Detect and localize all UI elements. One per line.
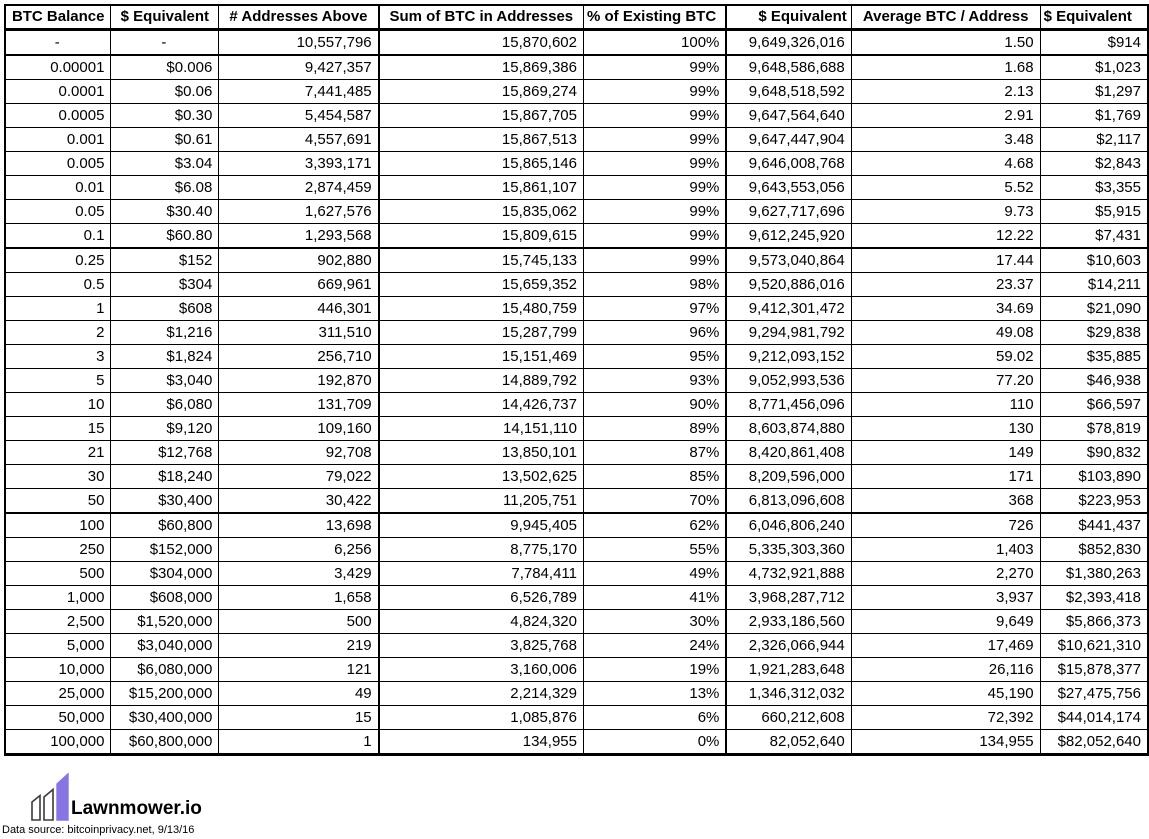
- table-cell: $1,769: [1040, 104, 1148, 128]
- table-cell: 368: [851, 489, 1040, 514]
- table-cell: 49%: [583, 562, 726, 586]
- table-cell: 55%: [583, 538, 726, 562]
- table-cell: 93%: [583, 369, 726, 393]
- table-cell: 11,205,751: [379, 489, 584, 514]
- table-cell: 2: [5, 321, 111, 345]
- table-cell: 82,052,640: [726, 730, 851, 755]
- table-row: [5, 224, 1148, 249]
- table-cell: 92,708: [219, 441, 379, 465]
- table-row: [5, 128, 1148, 152]
- table-cell: 13%: [583, 682, 726, 706]
- table-cell: 0.25: [5, 248, 111, 273]
- table-cell: 99%: [583, 248, 726, 273]
- brand-name: Lawnmower.io: [71, 798, 202, 819]
- table-cell: 19%: [583, 658, 726, 682]
- table-cell: $608,000: [111, 586, 219, 610]
- table-cell: $608: [111, 297, 219, 321]
- table-cell: 3: [5, 345, 111, 369]
- table-cell: 17.44: [851, 248, 1040, 273]
- table-row: [5, 586, 1148, 610]
- table-cell: 10: [5, 393, 111, 417]
- table-cell: $30,400: [111, 489, 219, 514]
- column-header: BTC Balance: [5, 5, 111, 30]
- table-cell: 2,500: [5, 610, 111, 634]
- table-cell: $90,832: [1040, 441, 1148, 465]
- table-cell: 85%: [583, 465, 726, 489]
- table-cell: $1,520,000: [111, 610, 219, 634]
- table-cell: 21: [5, 441, 111, 465]
- table-cell: 9,647,447,904: [726, 128, 851, 152]
- table-cell: 15,151,469: [379, 345, 584, 369]
- table-cell: 6,526,789: [379, 586, 584, 610]
- table-cell: 15,867,513: [379, 128, 584, 152]
- table-cell: 8,420,861,408: [726, 441, 851, 465]
- table-row: [5, 730, 1148, 755]
- table-cell: 3,968,287,712: [726, 586, 851, 610]
- table-cell: 15,869,274: [379, 80, 584, 104]
- table-cell: 90%: [583, 393, 726, 417]
- table-cell: 0.01: [5, 176, 111, 200]
- table-cell: 89%: [583, 417, 726, 441]
- table-cell: 0.5: [5, 273, 111, 297]
- table-cell: 130: [851, 417, 1040, 441]
- table-cell: $5,915: [1040, 200, 1148, 224]
- table-row: [5, 658, 1148, 682]
- table-cell: 8,603,874,880: [726, 417, 851, 441]
- table-cell: 30,422: [219, 489, 379, 514]
- table-cell: $15,200,000: [111, 682, 219, 706]
- table-cell: 256,710: [219, 345, 379, 369]
- table-cell: 8,771,456,096: [726, 393, 851, 417]
- table-cell: $3,040,000: [111, 634, 219, 658]
- table-cell: 17,469: [851, 634, 1040, 658]
- table-cell: 3,429: [219, 562, 379, 586]
- table-cell: 13,698: [219, 513, 379, 538]
- table-cell: $103,890: [1040, 465, 1148, 489]
- table-cell: 26,116: [851, 658, 1040, 682]
- table-cell: 2.91: [851, 104, 1040, 128]
- table-cell: 15,745,133: [379, 248, 584, 273]
- table-cell: 12.22: [851, 224, 1040, 249]
- table-cell: 15: [219, 706, 379, 730]
- table-cell: 2.13: [851, 80, 1040, 104]
- table-cell: 149: [851, 441, 1040, 465]
- table-cell: $2,117: [1040, 128, 1148, 152]
- table-cell: 5,454,587: [219, 104, 379, 128]
- table-cell: $18,240: [111, 465, 219, 489]
- table-cell: 6,256: [219, 538, 379, 562]
- table-cell: 9,945,405: [379, 513, 584, 538]
- table-cell: $30.40: [111, 200, 219, 224]
- table-cell: 1,293,568: [219, 224, 379, 249]
- table-cell: 34.69: [851, 297, 1040, 321]
- table-cell: 8,209,596,000: [726, 465, 851, 489]
- table-cell: 15,869,386: [379, 55, 584, 80]
- table-cell: $0.30: [111, 104, 219, 128]
- table-cell: -: [5, 30, 111, 56]
- table-cell: 219: [219, 634, 379, 658]
- table-cell: 8,775,170: [379, 538, 584, 562]
- table-cell: $0.006: [111, 55, 219, 80]
- table-cell: 77.20: [851, 369, 1040, 393]
- table-cell: 99%: [583, 200, 726, 224]
- table-cell: 0.00001: [5, 55, 111, 80]
- table-cell: 100: [5, 513, 111, 538]
- table-cell: $1,297: [1040, 80, 1148, 104]
- table-cell: 10,557,796: [219, 30, 379, 56]
- table-cell: 99%: [583, 104, 726, 128]
- table-cell: 669,961: [219, 273, 379, 297]
- table-cell: 9.73: [851, 200, 1040, 224]
- table-cell: $66,597: [1040, 393, 1148, 417]
- table-cell: 13,850,101: [379, 441, 584, 465]
- table-row: [5, 562, 1148, 586]
- table-cell: 902,880: [219, 248, 379, 273]
- table-cell: 1,085,876: [379, 706, 584, 730]
- table-cell: 95%: [583, 345, 726, 369]
- table-row: [5, 513, 1148, 538]
- column-header: Sum of BTC in Addresses: [379, 5, 584, 30]
- table-row: [5, 417, 1148, 441]
- table-cell: $914: [1040, 30, 1148, 56]
- table-cell: $304: [111, 273, 219, 297]
- table-cell: 10,000: [5, 658, 111, 682]
- table-cell: 5,000: [5, 634, 111, 658]
- table-cell: $27,475,756: [1040, 682, 1148, 706]
- table-cell: 49: [219, 682, 379, 706]
- table-cell: 3,393,171: [219, 152, 379, 176]
- table-cell: 4,732,921,888: [726, 562, 851, 586]
- table-cell: 192,870: [219, 369, 379, 393]
- table-cell: 70%: [583, 489, 726, 514]
- table-cell: $10,603: [1040, 248, 1148, 273]
- table-cell: 4,824,320: [379, 610, 584, 634]
- table-cell: $441,437: [1040, 513, 1148, 538]
- table-row: [5, 273, 1148, 297]
- table-cell: $12,768: [111, 441, 219, 465]
- table-cell: $3,355: [1040, 176, 1148, 200]
- table-cell: 2,270: [851, 562, 1040, 586]
- table-cell: 4,557,691: [219, 128, 379, 152]
- table-cell: 50: [5, 489, 111, 514]
- table-cell: $223,953: [1040, 489, 1148, 514]
- table-cell: 100,000: [5, 730, 111, 755]
- table-cell: 15,870,602: [379, 30, 584, 56]
- table-cell: 15: [5, 417, 111, 441]
- table-cell: 15,861,107: [379, 176, 584, 200]
- table-cell: $15,878,377: [1040, 658, 1148, 682]
- table-cell: 15,867,705: [379, 104, 584, 128]
- footer: [0, 766, 400, 839]
- table-cell: $21,090: [1040, 297, 1148, 321]
- table-cell: 1,658: [219, 586, 379, 610]
- table-cell: $5,866,373: [1040, 610, 1148, 634]
- table-cell: $29,838: [1040, 321, 1148, 345]
- table-cell: 9,648,586,688: [726, 55, 851, 80]
- table-cell: 9,052,993,536: [726, 369, 851, 393]
- table-cell: 99%: [583, 80, 726, 104]
- table-cell: 7,784,411: [379, 562, 584, 586]
- table-row: [5, 55, 1148, 80]
- table-cell: 0.001: [5, 128, 111, 152]
- table-cell: 0%: [583, 730, 726, 755]
- table-cell: 9,612,245,920: [726, 224, 851, 249]
- table-cell: 99%: [583, 152, 726, 176]
- table-cell: 99%: [583, 55, 726, 80]
- table-cell: 9,649,326,016: [726, 30, 851, 56]
- table-cell: 99%: [583, 128, 726, 152]
- table-cell: 3.48: [851, 128, 1040, 152]
- table-cell: 59.02: [851, 345, 1040, 369]
- column-header: $ Equivalent: [111, 5, 219, 30]
- table-cell: 2,933,186,560: [726, 610, 851, 634]
- table-cell: $2,393,418: [1040, 586, 1148, 610]
- table-cell: 49.08: [851, 321, 1040, 345]
- table-cell: 0.005: [5, 152, 111, 176]
- table-cell: 30: [5, 465, 111, 489]
- table-cell: 9,648,518,592: [726, 80, 851, 104]
- table-cell: 171: [851, 465, 1040, 489]
- page: [0, 4, 1149, 839]
- table-cell: $3,040: [111, 369, 219, 393]
- table-cell: $9,120: [111, 417, 219, 441]
- table-row: [5, 393, 1148, 417]
- table-row: [5, 176, 1148, 200]
- table-cell: $60,800,000: [111, 730, 219, 755]
- table-cell: 14,426,737: [379, 393, 584, 417]
- table-cell: $60,800: [111, 513, 219, 538]
- table-cell: 9,643,553,056: [726, 176, 851, 200]
- table-row: [5, 441, 1148, 465]
- table-cell: 9,627,717,696: [726, 200, 851, 224]
- table-cell: 1,403: [851, 538, 1040, 562]
- table-cell: 14,889,792: [379, 369, 584, 393]
- table-cell: $6,080: [111, 393, 219, 417]
- table-cell: $852,830: [1040, 538, 1148, 562]
- table-cell: 41%: [583, 586, 726, 610]
- table-cell: 23.37: [851, 273, 1040, 297]
- table-cell: 1,000: [5, 586, 111, 610]
- table-cell: 110: [851, 393, 1040, 417]
- table-cell: 96%: [583, 321, 726, 345]
- table-cell: $60.80: [111, 224, 219, 249]
- table-cell: $152: [111, 248, 219, 273]
- table-cell: 15,287,799: [379, 321, 584, 345]
- table-cell: 0.1: [5, 224, 111, 249]
- table-cell: 1: [219, 730, 379, 755]
- column-header: $ Equivalent: [726, 5, 851, 30]
- table-cell: $44,014,174: [1040, 706, 1148, 730]
- table-cell: 15,809,615: [379, 224, 584, 249]
- table-cell: 3,825,768: [379, 634, 584, 658]
- table-cell: 9,412,301,472: [726, 297, 851, 321]
- table-cell: 3,160,006: [379, 658, 584, 682]
- table-cell: $1,824: [111, 345, 219, 369]
- table-cell: 9,520,886,016: [726, 273, 851, 297]
- table-cell: 15,480,759: [379, 297, 584, 321]
- table-cell: 0.0005: [5, 104, 111, 128]
- table-row: [5, 321, 1148, 345]
- table-cell: 72,392: [851, 706, 1040, 730]
- table-cell: 45,190: [851, 682, 1040, 706]
- data-source-note: Data source: bitcoinprivacy.net, 9/13/16: [2, 824, 195, 836]
- table-cell: 5,335,303,360: [726, 538, 851, 562]
- table-cell: 5: [5, 369, 111, 393]
- btc-distribution-table: [4, 4, 1149, 756]
- table-cell: 99%: [583, 176, 726, 200]
- table-cell: 15,835,062: [379, 200, 584, 224]
- table-cell: 109,160: [219, 417, 379, 441]
- table-cell: 1,921,283,648: [726, 658, 851, 682]
- table-cell: 134,955: [851, 730, 1040, 755]
- table-cell: $14,211: [1040, 273, 1148, 297]
- table-cell: 9,649: [851, 610, 1040, 634]
- table-cell: 3,937: [851, 586, 1040, 610]
- table-cell: 500: [219, 610, 379, 634]
- table-cell: $3.04: [111, 152, 219, 176]
- table-cell: 13,502,625: [379, 465, 584, 489]
- table-cell: 1: [5, 297, 111, 321]
- table-cell: 9,212,093,152: [726, 345, 851, 369]
- table-cell: $0.06: [111, 80, 219, 104]
- table-cell: 15,865,146: [379, 152, 584, 176]
- table-cell: $7,431: [1040, 224, 1148, 249]
- table-cell: 15,659,352: [379, 273, 584, 297]
- table-cell: 0.0001: [5, 80, 111, 104]
- table-cell: $2,843: [1040, 152, 1148, 176]
- table-cell: $10,621,310: [1040, 634, 1148, 658]
- table-cell: $1,380,263: [1040, 562, 1148, 586]
- table-cell: 9,294,981,792: [726, 321, 851, 345]
- column-header: $ Equivalent: [1040, 5, 1148, 30]
- table-cell: 98%: [583, 273, 726, 297]
- table-cell: 87%: [583, 441, 726, 465]
- table-row: [5, 152, 1148, 176]
- table-cell: 5.52: [851, 176, 1040, 200]
- table-row: [5, 104, 1148, 128]
- table-cell: 131,709: [219, 393, 379, 417]
- column-header: % of Existing BTC: [583, 5, 726, 30]
- table-cell: 30%: [583, 610, 726, 634]
- table-row: [5, 80, 1148, 104]
- table-cell: 2,326,066,944: [726, 634, 851, 658]
- table-cell: 2,214,329: [379, 682, 584, 706]
- table-cell: 134,955: [379, 730, 584, 755]
- table-cell: 500: [5, 562, 111, 586]
- table-cell: 9,647,564,640: [726, 104, 851, 128]
- table-cell: $78,819: [1040, 417, 1148, 441]
- table-cell: 99%: [583, 224, 726, 249]
- table-row: [5, 30, 1148, 56]
- table-cell: $30,400,000: [111, 706, 219, 730]
- table-cell: 1,627,576: [219, 200, 379, 224]
- table-cell: 2,874,459: [219, 176, 379, 200]
- table-row: [5, 538, 1148, 562]
- table-row: [5, 465, 1148, 489]
- table-cell: 0.05: [5, 200, 111, 224]
- table-row: [5, 610, 1148, 634]
- column-header: Average BTC / Address: [851, 5, 1040, 30]
- table-row: [5, 248, 1148, 273]
- table-cell: 9,573,040,864: [726, 248, 851, 273]
- table-cell: $6.08: [111, 176, 219, 200]
- table-cell: $1,023: [1040, 55, 1148, 80]
- table-cell: $6,080,000: [111, 658, 219, 682]
- table-cell: 9,427,357: [219, 55, 379, 80]
- table-cell: $46,938: [1040, 369, 1148, 393]
- table-row: [5, 345, 1148, 369]
- table-cell: 6,813,096,608: [726, 489, 851, 514]
- table-cell: 1.68: [851, 55, 1040, 80]
- table-cell: 121: [219, 658, 379, 682]
- table-cell: 7,441,485: [219, 80, 379, 104]
- table-cell: $152,000: [111, 538, 219, 562]
- lawnmower-logo-icon: [31, 772, 71, 822]
- table-cell: 6%: [583, 706, 726, 730]
- table-cell: -: [111, 30, 219, 56]
- table-row: [5, 489, 1148, 514]
- table-cell: 311,510: [219, 321, 379, 345]
- table-cell: 1.50: [851, 30, 1040, 56]
- table-cell: 100%: [583, 30, 726, 56]
- table-cell: $304,000: [111, 562, 219, 586]
- table-cell: 50,000: [5, 706, 111, 730]
- table-row: [5, 297, 1148, 321]
- table-cell: 250: [5, 538, 111, 562]
- table-row: [5, 200, 1148, 224]
- table-cell: 9,646,008,768: [726, 152, 851, 176]
- table-cell: $35,885: [1040, 345, 1148, 369]
- table-cell: $0.61: [111, 128, 219, 152]
- table-cell: 79,022: [219, 465, 379, 489]
- table-cell: 25,000: [5, 682, 111, 706]
- table-row: [5, 634, 1148, 658]
- table-cell: 62%: [583, 513, 726, 538]
- table-cell: 1,346,312,032: [726, 682, 851, 706]
- table-cell: 4.68: [851, 152, 1040, 176]
- table-cell: 14,151,110: [379, 417, 584, 441]
- table-cell: $1,216: [111, 321, 219, 345]
- table-header-row: [5, 5, 1148, 30]
- table-cell: 6,046,806,240: [726, 513, 851, 538]
- table-cell: 726: [851, 513, 1040, 538]
- table-cell: $82,052,640: [1040, 730, 1148, 755]
- table-row: [5, 706, 1148, 730]
- table-cell: 24%: [583, 634, 726, 658]
- table-cell: 446,301: [219, 297, 379, 321]
- table-cell: 660,212,608: [726, 706, 851, 730]
- column-header: # Addresses Above: [219, 5, 379, 30]
- table-row: [5, 369, 1148, 393]
- table-cell: 97%: [583, 297, 726, 321]
- table-row: [5, 682, 1148, 706]
